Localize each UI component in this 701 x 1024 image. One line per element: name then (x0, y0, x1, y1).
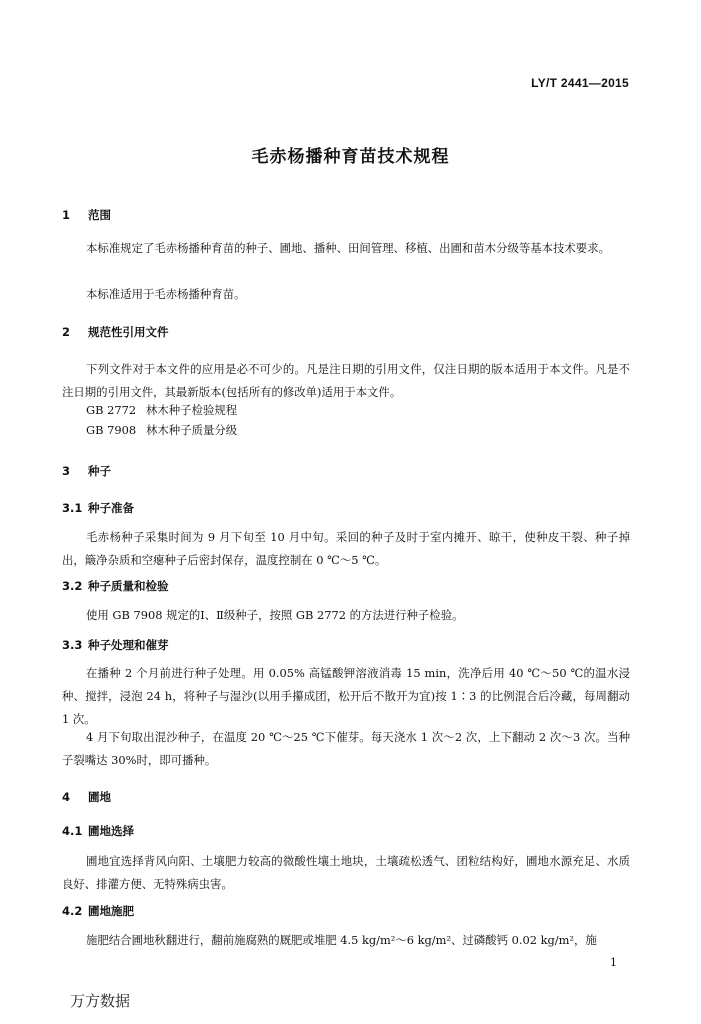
section-title: 种子准备 (88, 501, 134, 515)
section-number: 3.1 (62, 501, 83, 515)
section-number: 4.2 (62, 904, 83, 918)
section-3-2-heading (62, 578, 169, 594)
section-number: 4.1 (62, 824, 83, 838)
section-title: 种子 (88, 464, 111, 478)
section-3-1-paragraph-1: 毛赤杨种子采集时间为 9 月下旬至 10 月中旬。采回的种子及时于室内摊开、晾干，使种皮干裂、种子掉出，簸净杂质和空瘪种子后密封保存，温度控制在 0 ℃～5 ℃。 (62, 530, 630, 567)
section-1-heading (62, 207, 111, 223)
section-number: 3.2 (62, 579, 83, 593)
section-3-1-heading (62, 500, 134, 516)
section-number: 3 (62, 464, 71, 478)
section-number: 1 (62, 208, 71, 222)
section-1-paragraph-1: 本标准规定了毛赤杨播种育苗的种子、圃地、播种、田间管理、移植、出圃和苗木分级等基本技术要求。 (86, 241, 610, 255)
section-3-3-heading (62, 637, 169, 653)
section-3-2-paragraph-1: 使用 GB 7908 规定的Ⅰ、Ⅱ级种子，按照 GB 2772 的方法进行种子检验。 (86, 608, 464, 622)
section-2-heading (62, 324, 169, 340)
section-number: 4 (62, 790, 71, 804)
document-title: 毛赤杨播种育苗技术规程 (251, 147, 450, 167)
section-title: 圃地选择 (88, 824, 134, 838)
reference-code: GB 7908 (86, 423, 137, 437)
section-title: 种子处理和催芽 (88, 638, 169, 652)
section-number: 3.3 (62, 638, 83, 652)
page-number: 1 (610, 956, 617, 969)
watermark: 万方数据 (70, 992, 131, 1010)
section-3-3-paragraph-2: 4 月下旬取出混沙种子，在温度 20 ℃～25 ℃下催芽。每天浇水 1 次～2 次，上下翻动 2 次～3 次。当种子裂嘴达 30%时，即可播种。 (62, 730, 630, 767)
section-number: 2 (62, 325, 71, 339)
standard-code: LY/T 2441—2015 (531, 76, 629, 90)
reference-name: 林木种子检验规程 (146, 403, 238, 417)
section-title: 种子质量和检验 (88, 579, 169, 593)
section-title: 圃地 (88, 790, 111, 804)
reference-name: 林木种子质量分级 (146, 423, 238, 437)
reference-code: GB 2772 (86, 403, 137, 417)
section-title: 圃地施肥 (88, 904, 134, 918)
section-1-paragraph-2: 本标准适用于毛赤杨播种育苗。 (86, 287, 246, 301)
section-4-2-paragraph-1: 施肥结合圃地秋翻进行，翻前施腐熟的厩肥或堆肥 4.5 kg/m²～6 kg/m²、过磷酸钙 0.02 kg/m²，施 (86, 933, 597, 947)
section-4-1-heading (62, 823, 134, 839)
section-title: 规范性引用文件 (88, 325, 169, 339)
section-3-3-paragraph-1: 在播种 2 个月前进行种子处理。用 0.05% 高锰酸钾溶液消毒 15 min，洗净后用 40 ℃～50 ℃的温水浸种、搅拌，浸泡 24 h，将种子与湿沙(以用手攥成团，松开后不散开为宜)按 1∶3 的比例混合后冷藏，每周翻动 1 次。 (62, 666, 630, 726)
section-4-2-heading (62, 903, 134, 919)
section-2-paragraph-1: 下列文件对于本文件的应用是必不可少的。凡是注日期的引用文件，仅注日期的版本适用于本文件。凡是不注日期的引用文件，其最新版本(包括所有的修改单)适用于本文件。 (62, 362, 630, 399)
reference-item (86, 419, 237, 442)
section-3-heading (62, 463, 111, 479)
section-4-1-paragraph-1: 圃地宜选择背风向阳、土壤肥力较高的微酸性壤土地块，土壤疏松透气、团粒结构好，圃地水源充足、水质良好、排灌方便、无特殊病虫害。 (62, 854, 630, 891)
section-title: 范围 (88, 208, 111, 222)
section-4-heading (62, 789, 111, 805)
